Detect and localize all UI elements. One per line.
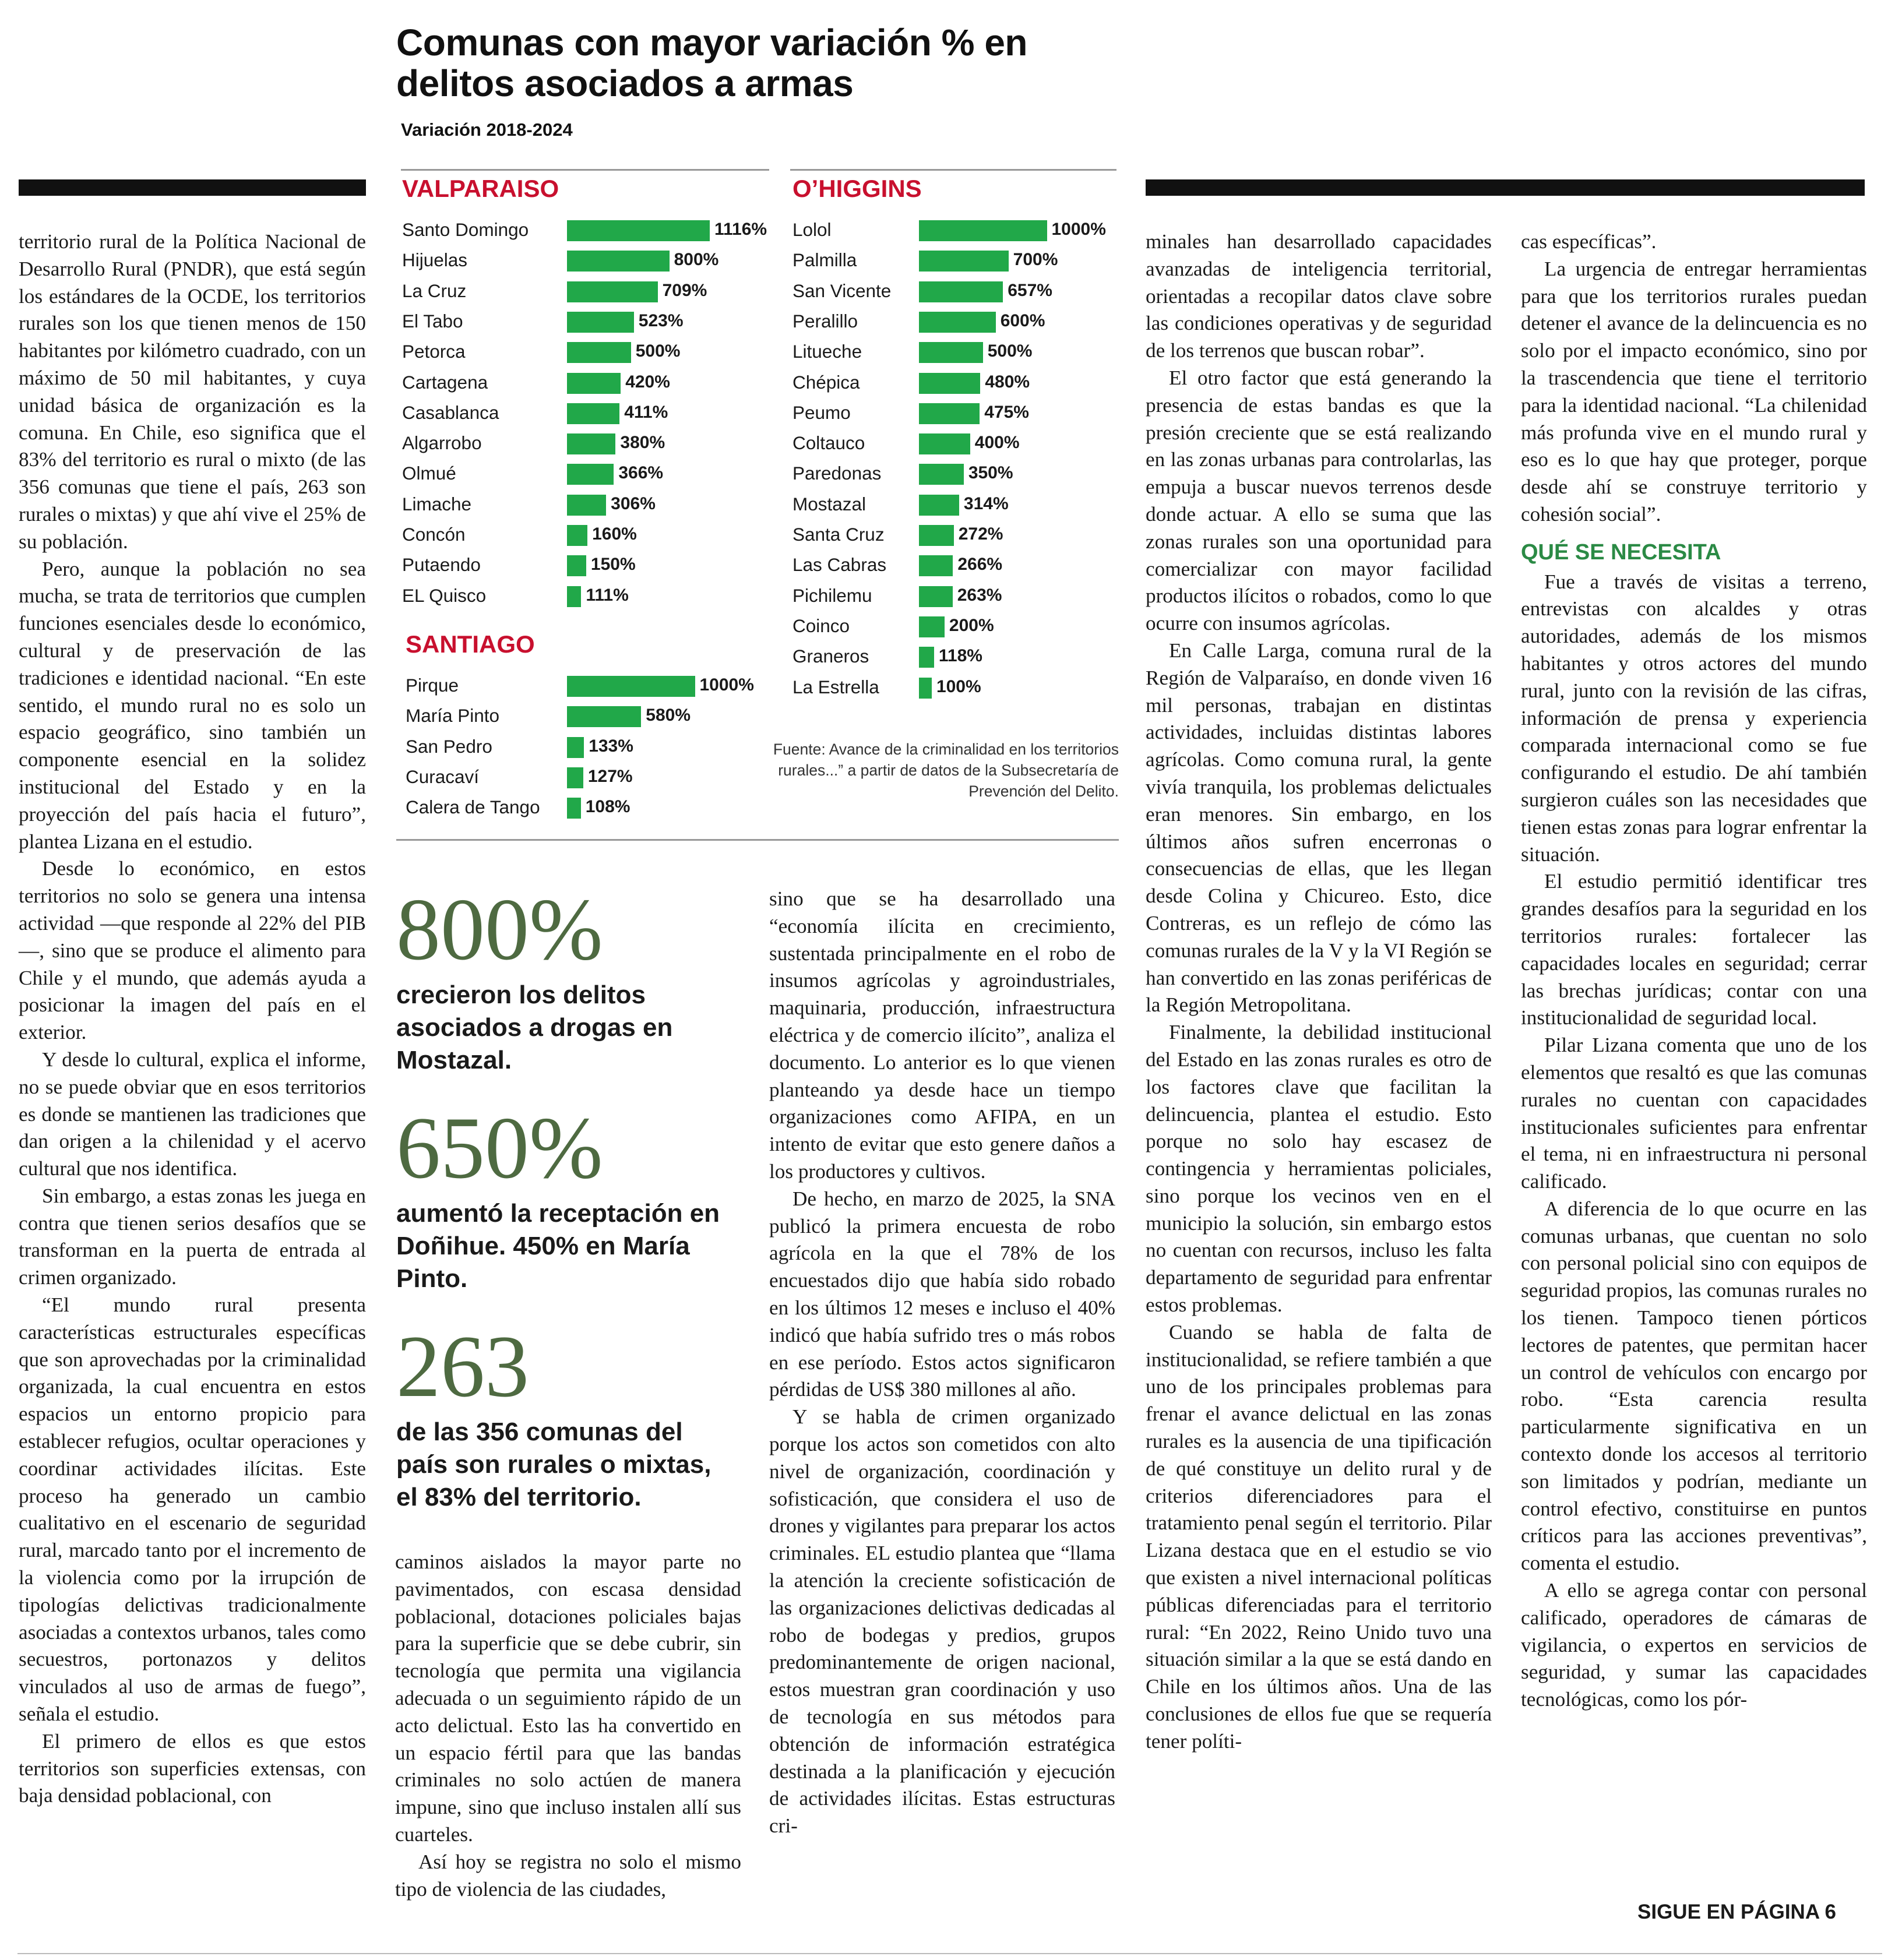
article-column-5: [1521, 228, 1867, 1714]
bar-value-label: 709%: [662, 280, 707, 300]
bar-value-label: 1000%: [699, 675, 754, 695]
bar: [919, 342, 983, 363]
bar: [567, 403, 619, 424]
section-heading: QUÉ SE NECESITA: [1521, 540, 1721, 565]
bar-value-label: 127%: [587, 766, 633, 786]
bar: [567, 555, 586, 576]
bar-value-label: 600%: [1000, 311, 1045, 330]
paragraph: “El mundo rural presenta características estructurales específicas que son aprovechadas por la criminalidad organizada, la cual encuentra en estos espacios un entorno propicio para establecer refugios, ocultar operaciones y coordinar actividades ilícitas. Este proceso ha generado un cambio cualitativo en el escenario de seguridad rural, marcado tanto por el incremento de la violencia como por la irrupción de tipologías delictivas tradicionalmente asociadas a contextos urbanos, tales como secuestros, portonazos y delitos vinculados al uso de armas de fuego”, señala el estudio.: [19, 1293, 366, 1726]
bar-value-label: 160%: [592, 524, 637, 544]
article-column-3: [769, 886, 1115, 1840]
paragraph: Cuando se habla de falta de institucionalidad, se refiere también a que uno de los principales problemas para frenar el avance delictual en las zonas rurales es la ausencia de una tipificación de qué constituye un delito rural y de criterios diferenciadores para el tratamiento penal según el territorio. Pilar Lizana destaca que en el estudio se vio que existen a nivel internacional políticas públicas diferenciadas para el territorio rural: “En 2022, Reino Unido tuvo una situación similar a la que se está dando en Chile en los últimos años. Una de las conclusiones de ellos fue que se requería tener políti-: [1146, 1320, 1492, 1753]
bar: [567, 495, 606, 516]
bar-label: Lolol: [792, 219, 832, 240]
bar-label: Las Cabras: [792, 554, 887, 576]
bar: [919, 464, 964, 485]
continued-on-page: SIGUE EN PÁGINA 6: [1637, 1901, 1836, 1923]
bar-label: Peralillo: [792, 310, 858, 332]
headline: Comunas con mayor variación % en delitos asociados a armas: [396, 22, 1027, 104]
bar-value-label: 400%: [974, 433, 1020, 453]
bar-value-label: 263%: [957, 585, 1002, 605]
chart-santiago: [406, 630, 779, 829]
bar: [919, 281, 1003, 302]
bar-value-label: 1116%: [714, 220, 767, 239]
bar: [567, 586, 581, 607]
bar: [567, 525, 587, 546]
article-column-2: [395, 1549, 741, 1903]
bar-value-label: 118%: [938, 646, 982, 666]
bar-label: Pichilemu: [792, 584, 872, 606]
paragraph: territorio rural de la Política Nacional de Desarrollo Rural (PNDR), que está según los estándares de la OCDE, los territorios rurales son los que tienen menos de 150 habitantes por kilómetro cuadrado, con un máximo de 50 mil habitantes, y cuya unidad básica de organización es la comuna. En Chile, eso significa que el 83% del territorio es rural o mixto (de las 356 comunas que tiene el país, 263 son rurales o mixtas) y que ahí vive el 25% de su población.: [19, 230, 366, 553]
bar: [567, 676, 695, 697]
bar: [567, 342, 631, 363]
paragraph: Y se habla de crimen organizado porque los actos son cometidos con alto nivel de organización, coordinación y sofisticación, que considera el uso de drones y vigilantes para preparar los actos criminales. EL estudio plantea que “llama la atención la creciente sofisticación de las organizaciones delictivas dedicadas al robo de bodegas y predios, grupos predominantemente de origen nacional, estos muestran gran coordinación y uso de tecnología en sus métodos para obtención de información estratégica destinada a la planificación y ejecución de actividades ilícitas. Estas estructuras cri-: [769, 1405, 1115, 1838]
bar-value-label: 480%: [985, 372, 1030, 392]
bar-value-label: 366%: [618, 463, 664, 483]
paragraph: minales han desarrollado capacidades avanzadas de inteligencia territorial, orientadas a recopilar datos clave sobre las condiciones operativas y de seguridad de los terrenos que buscan robar”.: [1146, 230, 1492, 362]
bar-label: Cartagena: [402, 371, 488, 393]
stat-text-3: de las 356 comunas del país son rurales o mixtas, el 83% del territorio.: [396, 1418, 711, 1511]
bar-label: Pirque: [406, 675, 459, 696]
bar-value-label: 475%: [984, 402, 1029, 422]
bar: [919, 616, 945, 637]
bar-label: Hijuelas: [402, 249, 468, 271]
bar: [919, 373, 980, 394]
paragraph: El otro factor que está generando la presencia de estas bandas es que la presión creciente que se está realizando en las zonas urbanas para controlarlas, las empuja a buscar nuevos terrenos desde donde actuar. A ello se suma que las zonas rurales son una oportunidad para comercializar con mayor facilidad productos ilícitos o robados, como lo que ocurre con insumos agrícolas.: [1146, 366, 1492, 635]
bar-value-label: 314%: [963, 493, 1009, 513]
bar-label: Graneros: [792, 646, 869, 667]
bar-value-label: 150%: [590, 555, 636, 574]
paragraph: De hecho, en marzo de 2025, la SNA publicó la primera encuesta de robo agrícola en la que el 78% de los encuestados dijo que había sido robado en los últimos 12 meses e incluso el 40% indicó que había sufrido tres o más robos en ese período. Estos actos significaron pérdidas de US$ 380 millones al año.: [769, 1187, 1115, 1401]
article-column-4: [1146, 228, 1492, 1755]
chart-title: O’HIGGINS: [792, 175, 922, 202]
stat-value-1: 800%: [396, 880, 603, 978]
bar: [919, 312, 996, 333]
paragraph: Desde lo económico, en estos territorios no solo se genera una intensa actividad —que responde al 22% del PIB—, sino que se produce el alimento para Chile y el mundo, que además ayuda a posicionar la imagen del país en el exterior.: [19, 857, 366, 1044]
paragraph: A diferencia de lo que ocurre en las comunas urbanas, que cuentan no solo con personal policial sino con equipos de seguridad propios, las comunas rurales no los tienen. Tampoco tienen pórticos lectores de patentes, que permitan hacer un control de vehículos con encargo por robo. “Esta carencia resulta particularmente significativa en un contexto donde los accesos al territorio son limitados y podrían, mediante un control efectivo, constituirse en puntos críticos para las acciones preventivas”, comenta el estudio.: [1521, 1197, 1867, 1575]
bar: [919, 433, 970, 454]
bar: [919, 251, 1009, 272]
bar: [567, 798, 581, 819]
bar-value-label: 1000%: [1051, 220, 1106, 239]
bar-value-label: 523%: [638, 311, 684, 330]
page-bottom-rule: [17, 1953, 1882, 1954]
bar-label: Olmué: [402, 463, 456, 484]
bar-value-label: 800%: [674, 250, 719, 270]
bar-label: Calera de Tango: [406, 796, 540, 818]
paragraph: Finalmente, la debilidad institucional del Estado en las zonas rurales es otro de los factores clave que facilitan la delincuencia, plantea el estudio. Esto porque no solo hay escasez de contingencia y herramientas policiales, sino porque los vecinos ven en el municipio la solución, sin embargo estos no cuentan con recursos, incluso les falta departamento de seguridad para enfrentar estos problemas.: [1146, 1021, 1492, 1317]
paragraph: Sin embargo, a estas zonas les juega en contra que tienen serios desafíos que se transforman en la puerta de entrada al crimen organizado.: [19, 1184, 366, 1289]
paragraph: La urgencia de entregar herramientas para que los territorios rurales puedan detener el avance de la delincuencia es no solo por el impacto económico, sino por la trascendencia que tiene el territorio para la identidad nacional. “La chilenidad más profunda vive en el mundo rural y eso es lo que hay que proteger, porque desde ahí se construye territorio y cohesión social”.: [1521, 257, 1867, 526]
paragraph: sino que se ha desarrollado una “economía ilícita en crecimiento, sustentada principalmente en el robo de insumos agrícolas y agroindustriales, maquinaria, producción, infraestructura eléctrica y de comercio ilícito”, analiza el documento. Lo anterior es lo que vienen planteando ya desde hace un tiempo organizaciones como AFIPA, en un intento de evitar que esto genere daños a los productores y cultivos.: [769, 887, 1115, 1183]
bar-value-label: 350%: [968, 463, 1013, 483]
bar-label: La Estrella: [792, 676, 879, 697]
paragraph: El primero de ellos es que estos territorios son superficies extensas, con baja densidad poblacional, con: [19, 1729, 366, 1807]
bar: [919, 586, 953, 607]
bar-value-label: 580%: [646, 706, 691, 725]
paragraph: El estudio permitió identificar tres grandes desafíos para la seguridad en los territorios rurales: fortalecer las capacidades locales en seguridad; cerrar las brechas jurídicas; contar con una institucionalidad de seguridad local.: [1521, 870, 1867, 1030]
bar-label: Petorca: [402, 341, 466, 362]
bar-label: San Vicente: [792, 280, 892, 301]
bar-value-label: 133%: [589, 736, 633, 756]
bar: [919, 220, 1047, 241]
bar-label: Putaendo: [402, 554, 481, 576]
stat-value-3: 263: [396, 1317, 529, 1415]
paragraph: Así hoy se registra no solo el mismo tipo de violencia de las ciudades,: [395, 1850, 741, 1901]
chart-title: SANTIAGO: [406, 630, 535, 658]
bar-label: Litueche: [792, 341, 862, 362]
bar: [567, 767, 583, 788]
bar-label: Curacaví: [406, 766, 480, 787]
paragraph: Fue a través de visitas a terreno, entrevistas con alcaldes y otras autoridades, además de los mismos habitantes y otros actores del mundo rural, junto con la revisión de las cifras, información de prensa y experiencia comparada internacional como se fue configurando el estudio. De ahí también surgieron cuáles son las necesidades que tienen estas zonas para lograr enfrentar la situación.: [1521, 570, 1867, 866]
bar: [567, 433, 615, 454]
bar-label: Palmilla: [792, 249, 857, 271]
bar-value-label: 306%: [611, 493, 656, 513]
bar: [567, 281, 658, 302]
bar: [919, 678, 932, 699]
column-rule-left: [19, 179, 366, 196]
chart-ohiggins: [792, 175, 1142, 699]
bar: [919, 555, 953, 576]
column-rule-right: [1146, 179, 1865, 196]
bar-value-label: 266%: [957, 555, 1003, 574]
chart-subtitle: Variación 2018-2024: [401, 119, 573, 140]
chart-rule-ohiggins: [790, 169, 1116, 171]
article-column-1: [19, 228, 366, 1810]
bar-label: Peumo: [792, 401, 851, 423]
bar-label: El Tabo: [402, 310, 463, 332]
chart-valparaiso: [402, 175, 775, 618]
bar-value-label: 500%: [635, 341, 681, 361]
bar: [919, 403, 980, 424]
bar-label: EL Quisco: [402, 584, 487, 606]
bar-label: Santo Domingo: [402, 219, 529, 240]
bar-label: Chépica: [792, 371, 860, 393]
bar-value-label: 700%: [1013, 250, 1058, 270]
bar-label: Coinco: [792, 615, 850, 636]
bar: [919, 525, 954, 546]
bar-value-label: 500%: [987, 341, 1033, 361]
bar: [567, 220, 710, 241]
bar: [567, 706, 641, 727]
bar-label: Coltauco: [792, 432, 865, 454]
bar-label: Mostazal: [792, 493, 867, 514]
bar-value-label: 100%: [936, 676, 981, 696]
paragraph: Pilar Lizana comenta que uno de los elementos que resaltó es que las comunas rurales no cuentan con capacidades institucionales suficientes para enfrentar el tema, ni en infraestructura ni personal calificado.: [1521, 1034, 1867, 1193]
bar: [567, 251, 670, 272]
chart-bottom-rule: [396, 839, 1119, 841]
stat-text-2: aumentó la receptación en Doñihue. 450% en María Pinto.: [396, 1199, 720, 1293]
bar: [919, 647, 934, 668]
bar-value-label: 111%: [586, 585, 629, 605]
bar-label: María Pinto: [406, 705, 500, 727]
stat-value-2: 650%: [396, 1099, 603, 1197]
bar-label: San Pedro: [406, 735, 492, 757]
bar-value-label: 272%: [958, 524, 1003, 544]
stat-text-1: crecieron los delitos asociados a drogas en Mostazal.: [396, 981, 673, 1074]
bar-label: Casablanca: [402, 401, 499, 423]
bar-value-label: 200%: [949, 615, 994, 635]
bar: [567, 737, 584, 758]
bar-label: Limache: [402, 493, 472, 514]
chart-source-note: Fuente: Avance de la criminalidad en los territorios rurales...” a partir de datos de la Subsecretaría de Prevención del Delito.: [773, 741, 1119, 800]
bar: [567, 312, 634, 333]
bar-label: La Cruz: [402, 280, 467, 301]
bar: [919, 495, 959, 516]
bar-value-label: 411%: [624, 402, 668, 422]
bar-value-label: 108%: [585, 797, 631, 817]
paragraph: caminos aislados la mayor parte no pavimentados, con escasa densidad poblacional, dotaciones policiales bajas para la superficie que se debe cubrir, sin tecnología que permita una vigilancia adecuada o un seguimiento rápido de un acto delictual. Esto las ha convertido en un espacio fértil para que las bandas criminales no solo actúen de manera impune, sino que incluso instalen allí sus cuarteles.: [395, 1550, 741, 1846]
bar-value-label: 420%: [625, 372, 670, 392]
paragraph: cas específicas”.: [1521, 230, 1657, 253]
paragraph: En Calle Larga, comuna rural de la Región de Valparaíso, en donde viven 16 mil personas, trabajan en distintas actividades, incluidas distintas labores agrícolas. Como comuna rural, la gente vivía tranquila, los problemas delictuales eran menores. Sin embargo, en los últimos años sufren encerronas o consecuencias de ellas, que les llegan desde Colina y Chicureo. Esto, dice Contreras, es un reflejo de cómo las comunas rurales de la V y la VI Región se han convertido en las zonas periféricas de la Región Metropolitana.: [1146, 639, 1492, 1017]
bar-label: Algarrobo: [402, 432, 482, 454]
bar-label: Santa Cruz: [792, 524, 885, 545]
paragraph: Y desde lo cultural, explica el informe, no se puede obviar que en esos territorios es donde se mantienen las tradiciones que dan origen a la chilenidad y el acervo cultural que nos identifica.: [19, 1048, 366, 1180]
paragraph: A ello se agrega contar con personal calificado, operadores de cámaras de vigilancia, o expertos en servicios de seguridad, y sumar las capacidades tecnológicas, como los pór-: [1521, 1579, 1867, 1711]
bar-label: Concón: [402, 524, 466, 545]
bar: [567, 373, 621, 394]
bar-value-label: 657%: [1008, 280, 1052, 300]
chart-rule-valparaiso: [401, 169, 769, 171]
paragraph: Pero, aunque la población no sea mucha, se trata de territorios que cumplen funciones esenciales desde lo económico, cultural y de preservación de las tradiciones e identidad nacional. “En este sentido, el mundo rural no es solo un espacio geográfico, sino también un componente esencial en la solidez institucional del Estado y en la proyección del país hacia el futuro”, plantea Lizana en el estudio.: [19, 557, 366, 853]
bar-label: Paredonas: [792, 463, 882, 484]
bar: [567, 464, 614, 485]
chart-title: VALPARAISO: [402, 175, 559, 202]
bar-value-label: 380%: [620, 433, 665, 453]
